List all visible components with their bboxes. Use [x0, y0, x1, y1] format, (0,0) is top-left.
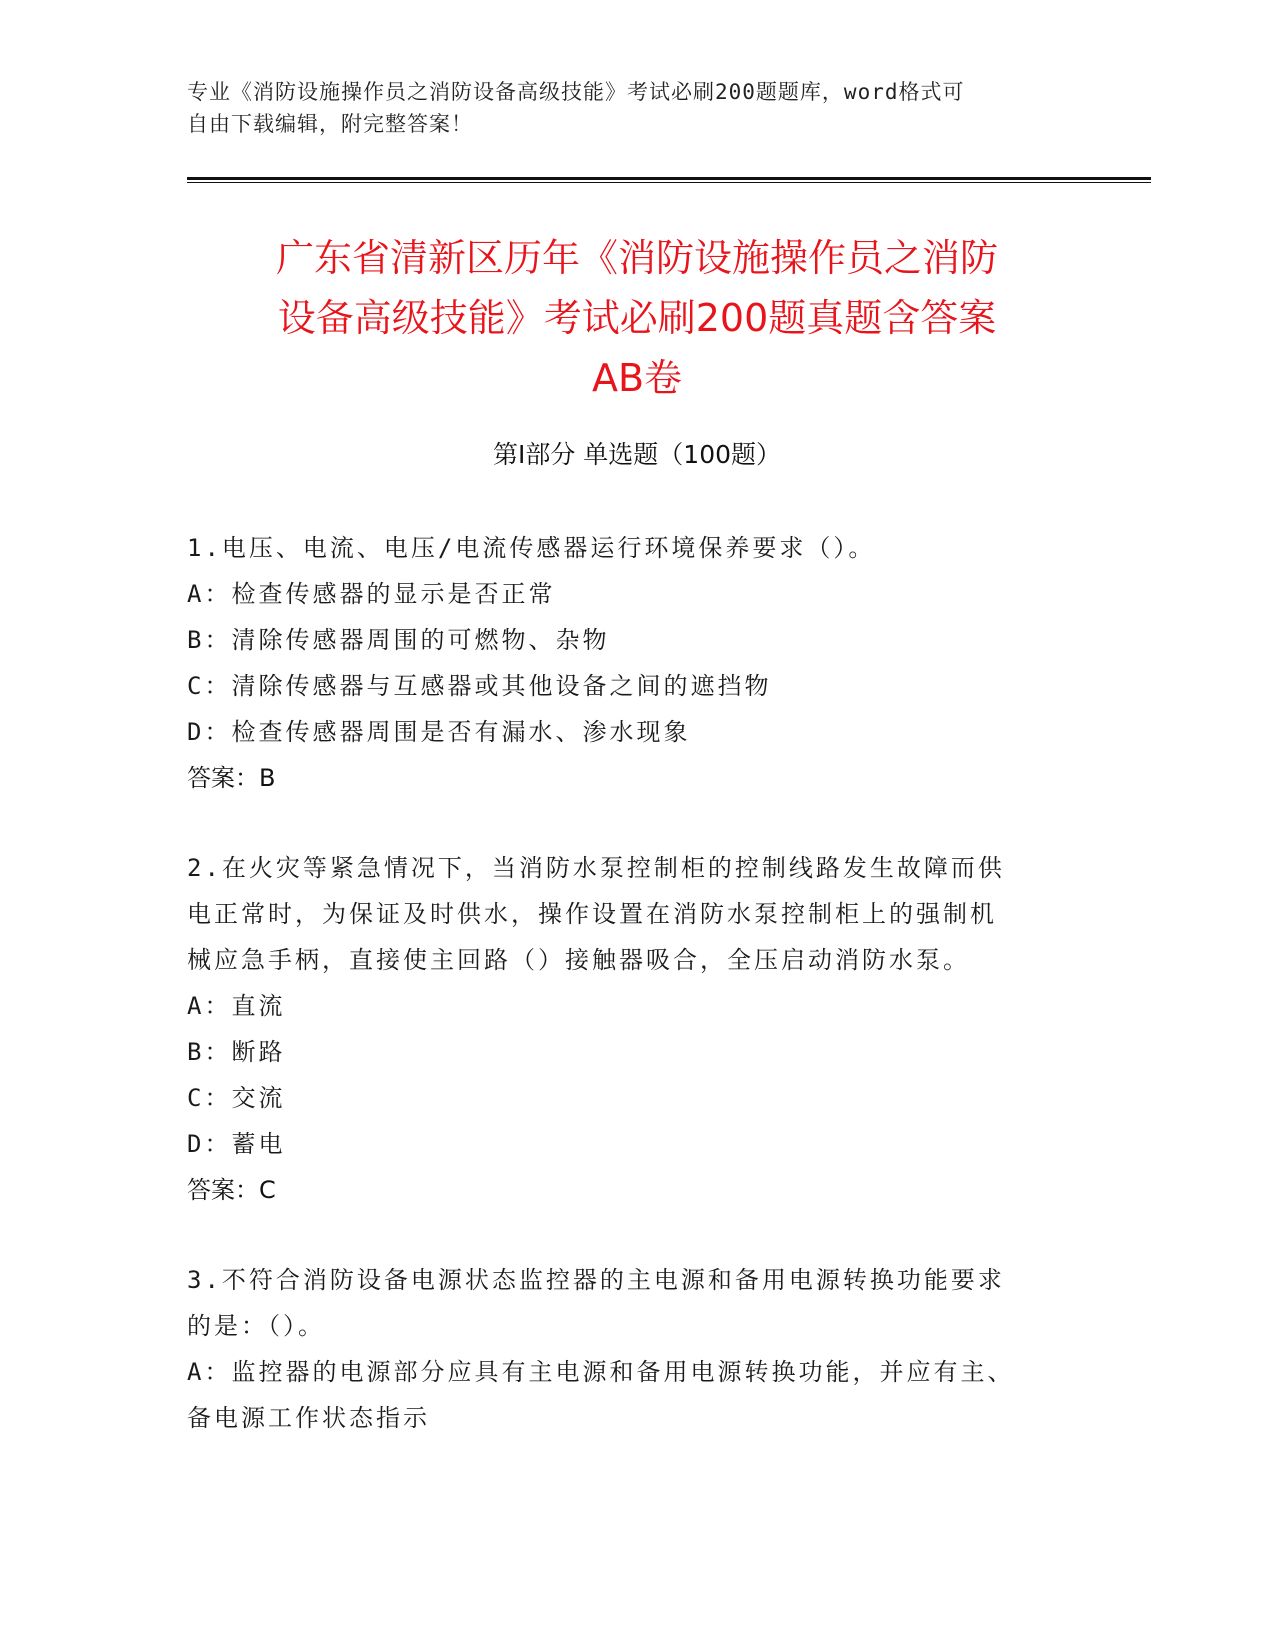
option-d: D：检查传感器周围是否有漏水、渗水现象 — [187, 718, 691, 746]
option-b: B：清除传感器周围的可燃物、杂物 — [187, 626, 610, 654]
header-divider-thin — [187, 182, 1151, 183]
option-b: B：断路 — [187, 1038, 286, 1066]
document-title — [187, 228, 1087, 408]
answer-label: 答案：B — [187, 764, 276, 792]
header-note-line1: 专业《消防设施操作员之消防设备高级技能》考试必刷200题题库，word格式可 — [187, 80, 965, 104]
header-divider-thick — [187, 177, 1151, 180]
option-c: C：交流 — [187, 1084, 286, 1112]
section-heading: 第Ⅰ部分 单选题（100题） — [492, 440, 782, 469]
option-a: A：检查传感器的显示是否正常 — [187, 580, 556, 608]
question-3 — [187, 1257, 1067, 1441]
header-note — [187, 76, 1067, 140]
question-stem: 械应急手柄，直接使主回路（）接触器吸合，全压启动消防水泵。 — [187, 946, 970, 974]
title-line2: 设备高级技能》考试必刷200题真题含答案 — [277, 296, 997, 340]
question-stem: 的是：（）。 — [187, 1312, 325, 1340]
option-d: D：蓄电 — [187, 1130, 286, 1158]
question-stem: 电正常时，为保证及时供水，操作设置在消防水泵控制柜上的强制机 — [187, 900, 997, 928]
option-a: 备电源工作状态指示 — [187, 1404, 430, 1432]
question-stem: 2.在火灾等紧急情况下，当消防水泵控制柜的控制线路发生故障而供 — [187, 854, 1005, 882]
title-line3: AB卷 — [591, 356, 683, 400]
question-stem: 1.电压、电流、电压/电流传感器运行环境保养要求（）。 — [187, 534, 876, 562]
question-2 — [187, 845, 1067, 1213]
option-c: C：清除传感器与互感器或其他设备之间的遮挡物 — [187, 672, 772, 700]
question-stem: 3.不符合消防设备电源状态监控器的主电源和备用电源转换功能要求 — [187, 1266, 1005, 1294]
answer-label: 答案：C — [187, 1176, 276, 1204]
title-line1: 广东省清新区历年《消防设施操作员之消防 — [275, 236, 998, 280]
option-a: A：监控器的电源部分应具有主电源和备用电源转换功能，并应有主、 — [187, 1358, 1015, 1386]
question-list — [187, 525, 1067, 1485]
option-a: A：直流 — [187, 992, 286, 1020]
question-1 — [187, 525, 1067, 801]
header-note-line2: 自由下载编辑，附完整答案！ — [187, 112, 473, 136]
